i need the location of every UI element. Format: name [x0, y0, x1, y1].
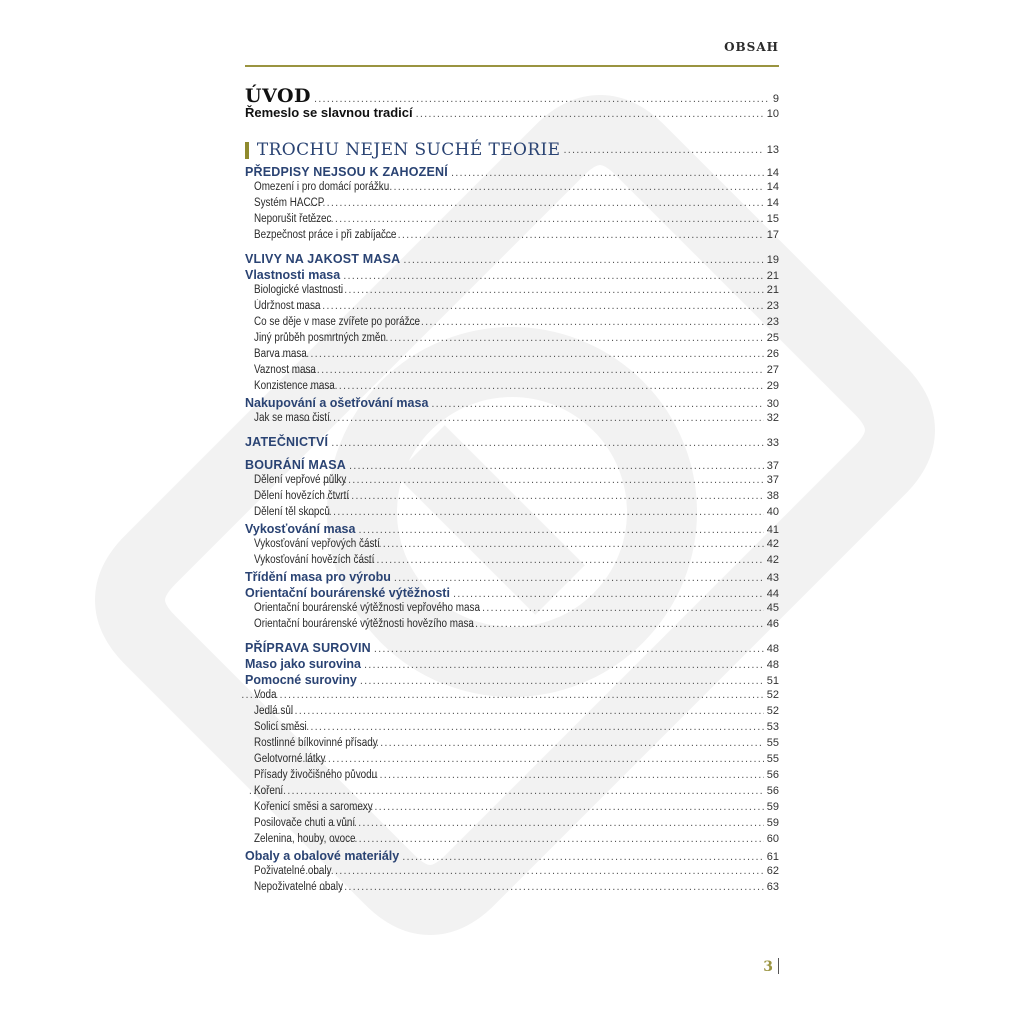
toc-entry-page: 32 [766, 412, 779, 424]
leader-dots [364, 659, 764, 671]
toc-entry-title: Údržnost masa [254, 300, 321, 312]
toc-entry-page: 41 [766, 524, 779, 536]
toc-entry-page: 25 [766, 332, 779, 344]
toc-entry-title: Konzistence masa [254, 380, 335, 392]
toc-entry-title: Zelenina, houby, ovoce [254, 833, 356, 845]
toc-section-title: TROCHU NEJEN SUCHÉ TEORIE [256, 140, 561, 160]
toc-entry-title: Vykosťování masa [245, 522, 356, 536]
toc-entry-item[interactable] [245, 474, 779, 490]
toc-entry-item[interactable] [245, 197, 779, 213]
leader-dots [394, 572, 764, 584]
leader-dots [402, 851, 764, 863]
toc-entry-item[interactable] [245, 229, 779, 245]
toc-entry-title: Nakupování a ošetřování masa [245, 396, 429, 410]
leader-dots [276, 348, 763, 360]
leader-dots [326, 490, 764, 502]
toc-entry-title: Maso jako surovina [245, 657, 362, 671]
toc-entry-page: 59 [766, 817, 779, 829]
toc-entry-page: 63 [766, 881, 779, 893]
toc-entries [245, 165, 779, 897]
toc-entry-item[interactable] [245, 833, 779, 849]
leader-dots [451, 167, 764, 179]
leader-dots [287, 364, 764, 376]
toc-entry-page: 43 [766, 572, 779, 584]
toc-entry-item[interactable] [245, 554, 779, 570]
running-head: OBSAH [724, 40, 779, 54]
toc-entry-title: Vaznost masa [254, 364, 316, 376]
toc-section-page: 13 [766, 144, 779, 156]
toc-entry-page: 23 [766, 300, 779, 312]
toc-entry-page: 44 [766, 588, 779, 600]
leader-dots [314, 93, 770, 105]
leader-dots [343, 270, 764, 282]
toc-entry-page: 14 [766, 167, 779, 179]
toc-entry-item[interactable] [245, 284, 779, 300]
toc-entry-item[interactable] [245, 332, 779, 348]
toc-entry-item[interactable] [245, 705, 779, 721]
toc-entry-title: Barva masa [254, 348, 307, 360]
toc-part-title: ÚVOD [245, 85, 312, 107]
toc-entry-page: 33 [766, 437, 779, 449]
toc-page [245, 0, 779, 1024]
toc-entry-page: 37 [766, 474, 779, 486]
toc-entry-page: 29 [766, 380, 779, 392]
toc-entry-chapter[interactable] [245, 458, 779, 474]
leader-dots [403, 254, 763, 266]
toc-entry-title: Pomocné suroviny [245, 673, 357, 687]
toc-entry-page: 52 [766, 689, 779, 701]
toc-entry-title: PŘEDPISY NEJSOU K ZAHOZENÍ [245, 165, 448, 179]
toc-entry-title: Orientační bourárenské výtěžnosti hovězího masa [254, 618, 474, 630]
toc-entry-sub[interactable] [245, 268, 779, 284]
toc-entry-page: 56 [766, 769, 779, 781]
toc-entry-page: 38 [766, 490, 779, 502]
leader-dots [355, 554, 764, 566]
leader-dots [359, 737, 764, 749]
header-rule [245, 65, 779, 67]
toc-entry-title: Vykosťování vepřových částí [254, 538, 380, 550]
toc-section[interactable] [245, 135, 779, 165]
toc-entry-page: 14 [766, 181, 779, 193]
toc-entry-item[interactable] [245, 364, 779, 380]
toc-entry-item[interactable] [245, 538, 779, 554]
toc-gap [245, 428, 779, 435]
toc-entry-item[interactable] [245, 881, 779, 897]
toc-entry-page: 42 [766, 554, 779, 566]
page-number: 3 [763, 959, 773, 975]
leader-dots [333, 817, 764, 829]
toc-entry-item[interactable] [245, 865, 779, 881]
toc-part-page: 9 [772, 93, 779, 105]
toc-entry-item[interactable] [245, 817, 779, 833]
toc-entry-item[interactable] [245, 213, 779, 229]
leader-dots [372, 181, 764, 193]
toc-entry-title: Orientační bourárenské výtěžnosti vepřového masa [254, 602, 480, 614]
toc-entry-item[interactable] [245, 348, 779, 364]
toc-entry-title: Kořenicí směsi a saromexy [254, 801, 373, 813]
toc-entry-page: 27 [766, 364, 779, 376]
leader-dots [564, 144, 764, 156]
toc-entry-page: 26 [766, 348, 779, 360]
toc-gap [245, 451, 779, 458]
toc-entry-sub[interactable] [245, 849, 779, 865]
leader-dots [276, 721, 763, 733]
toc-entry-page: 53 [766, 721, 779, 733]
toc-entry-page: 42 [766, 538, 779, 550]
toc-entry-title: Vlastnosti masa [245, 268, 341, 282]
leader-dots [431, 398, 763, 410]
toc-entry-item[interactable] [245, 506, 779, 522]
toc-entry-item[interactable] [245, 769, 779, 785]
toc-entry-page: 23 [766, 316, 779, 328]
leader-dots [322, 474, 763, 486]
toc-entry-title: Obaly a obalové materiály [245, 849, 400, 863]
leader-dots [374, 643, 764, 655]
toc-entry-page: 46 [766, 618, 779, 630]
leader-dots [305, 865, 764, 877]
toc-entry-sub[interactable] [245, 586, 779, 602]
toc-entry-item[interactable] [245, 181, 779, 197]
toc-entry-title: Voda [254, 689, 277, 701]
leader-dots [381, 229, 764, 241]
toc-entry-title: Jak se maso čistí [254, 412, 330, 424]
toc-entry-item[interactable] [245, 412, 779, 428]
leader-dots [368, 332, 763, 344]
toc-entry-title: JATEČNICTVÍ [245, 435, 329, 449]
toc-entry-page: 14 [766, 197, 779, 209]
toc-entry-sub[interactable] [245, 396, 779, 412]
toc-entry-item[interactable] [245, 737, 779, 753]
toc-entry-page: 45 [766, 602, 779, 614]
toc-entry-title: Solicí směsi [254, 721, 307, 733]
toc-entry-title: Neporušit řetězec [254, 213, 332, 225]
leader-dots [319, 881, 764, 893]
toc-entry-sub[interactable] [245, 657, 779, 673]
toc-entry-page: 19 [766, 254, 779, 266]
toc-entry-title: Posilovače chuti a vůní [254, 817, 356, 829]
toc-entry-title: BOURÁNÍ MASA [245, 458, 347, 472]
toc-entry-page: 17 [766, 229, 779, 241]
leader-dots [471, 618, 764, 630]
leader-dots [478, 602, 764, 614]
toc-entry-title: Biologické vlastnosti [254, 284, 344, 296]
toc-entry-page: 21 [766, 284, 779, 296]
leader-dots [353, 801, 764, 813]
toc-entry-page: 59 [766, 801, 779, 813]
leader-dots [358, 524, 763, 536]
toc-entry-title: Systém HACCP [254, 197, 325, 209]
toc-entry-page: 56 [766, 785, 779, 797]
toc-entry-title: VLIVY NA JAKOST MASA [245, 252, 401, 266]
leader-dots [309, 380, 764, 392]
toc-entry-page: 52 [766, 705, 779, 717]
leader-dots [297, 197, 764, 209]
toc-entry-item[interactable] [245, 316, 779, 332]
toc-entry-page: 61 [766, 851, 779, 863]
toc-entry-page: 40 [766, 506, 779, 518]
toc-entry-title: Bezpečnost práce i při zabíjačce [254, 229, 397, 241]
leader-dots [331, 437, 764, 449]
toc-entry-chapter[interactable] [245, 252, 779, 268]
toc-gap [245, 634, 779, 641]
toc-entry-title: Dělení hovězích čtvrtí [254, 490, 350, 502]
leader-dots [303, 506, 764, 518]
toc-entry-item[interactable] [245, 689, 779, 705]
toc-entry-title: Vykosťování hovězích částí [254, 554, 375, 566]
toc-entry-item[interactable] [245, 801, 779, 817]
toc-entry-page: 15 [766, 213, 779, 225]
toc-entry-page: 55 [766, 753, 779, 765]
leader-dots [361, 538, 763, 550]
toc-entry-chapter[interactable] [245, 165, 779, 181]
toc-entry-page: 48 [766, 643, 779, 655]
toc-entry-title: Orientační bourárenské výtěžnosti [245, 586, 450, 600]
toc-entry-page: 21 [766, 270, 779, 282]
toc-entry-page: 30 [766, 398, 779, 410]
toc-entry-title: Dělení vepřové půlky [254, 474, 347, 486]
toc-entry-title: Gelotvorné látky [254, 753, 326, 765]
toc-entry-item[interactable] [245, 300, 779, 316]
toc-part-sub[interactable] [245, 105, 779, 123]
toc-entry-page: 37 [766, 460, 779, 472]
toc-entry-sub[interactable] [245, 522, 779, 538]
toc-entry-title: PŘÍPRAVA SUROVIN [245, 641, 371, 655]
toc-entry-title: Jedlá sůl [254, 705, 294, 717]
section-square-icon [245, 142, 249, 159]
toc-entry-title: Co se děje v mase zvířete po porážce [254, 316, 421, 328]
toc-entry-item[interactable] [245, 618, 779, 634]
table-of-contents [245, 85, 779, 897]
leader-dots [416, 108, 764, 120]
toc-entry-page: 48 [766, 659, 779, 671]
toc-entry-item[interactable] [245, 490, 779, 506]
toc-entry-title: Jiný průběh posmrtných změn [254, 332, 386, 344]
toc-entry-title: Přísady živočišného původu [254, 769, 378, 781]
page-folio [763, 958, 779, 975]
toc-entry-sub[interactable] [245, 673, 779, 689]
leader-dots [303, 412, 764, 424]
toc-entry-sub[interactable] [245, 570, 779, 586]
toc-entry-item[interactable] [245, 785, 779, 801]
toc-entry-title: Poživatelné obaly [254, 865, 332, 877]
leader-dots [333, 833, 764, 845]
toc-entry-title: Nepoživatelné obaly [254, 881, 344, 893]
toc-entry-title: Dělení těl skopců [254, 506, 330, 518]
toc-entry-chapter[interactable] [245, 435, 779, 451]
toc-part[interactable] [245, 85, 779, 105]
leader-dots [358, 769, 764, 781]
leader-dots [453, 588, 764, 600]
leader-dots [408, 316, 764, 328]
toc-entry-title: Koření [254, 785, 284, 797]
toc-entry-item[interactable] [245, 380, 779, 396]
toc-entry-title: Omezení i pro domácí porážku [254, 181, 390, 193]
toc-entry-page: 62 [766, 865, 779, 877]
toc-part-sub-title: Řemeslo se slavnou tradicí [245, 105, 413, 120]
leader-dots [298, 753, 764, 765]
toc-entry-page: 60 [766, 833, 779, 845]
leader-dots [305, 213, 764, 225]
toc-part-sub-page: 10 [766, 108, 779, 120]
leader-dots [260, 705, 763, 717]
toc-gap [245, 245, 779, 252]
toc-entry-page: 51 [766, 675, 779, 687]
leader-dots [349, 460, 764, 472]
folio-bar [778, 958, 779, 974]
leader-dots [241, 689, 764, 701]
toc-entry-item[interactable] [245, 602, 779, 618]
toc-entry-title: Rostlinné bílkovinné přísady [254, 737, 378, 749]
leader-dots [360, 675, 764, 687]
toc-entry-page: 55 [766, 737, 779, 749]
toc-entry-chapter[interactable] [245, 641, 779, 657]
toc-entry-item[interactable] [245, 753, 779, 769]
leader-dots [292, 300, 763, 312]
toc-entry-title: Třídění masa pro výrobu [245, 570, 391, 584]
leader-dots [249, 785, 764, 797]
leader-dots [319, 284, 764, 296]
toc-entry-item[interactable] [245, 721, 779, 737]
